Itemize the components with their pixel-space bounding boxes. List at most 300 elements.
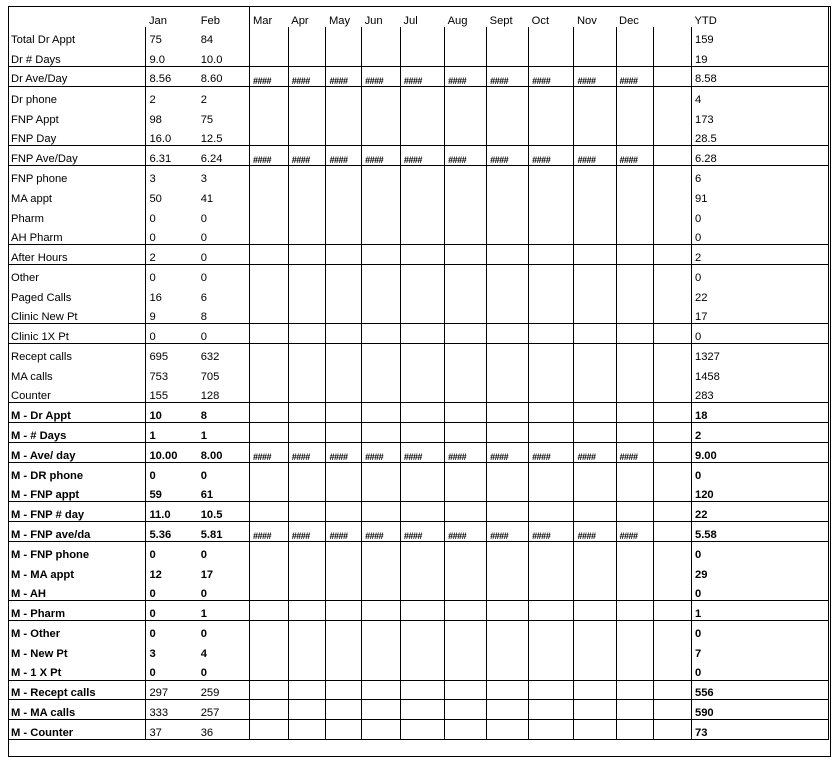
jan-value: 75 (149, 34, 162, 47)
spacer-cell (654, 47, 692, 67)
jul-value (400, 245, 444, 265)
feb-value: 259 (198, 680, 250, 700)
mar-value (249, 482, 288, 502)
spacer-cell (654, 27, 692, 47)
sept-value (487, 264, 529, 284)
feb-value: 0 (198, 205, 250, 225)
jun-value (362, 344, 401, 364)
table-row (9, 106, 829, 126)
table-row (9, 482, 829, 502)
feb-value: 8.00 (198, 443, 250, 463)
aug-value (445, 621, 487, 641)
header-row (9, 7, 829, 27)
nov-value (574, 264, 616, 284)
spacer-cell (654, 443, 692, 463)
feb-value: 5.81 (198, 522, 250, 542)
dec-value (616, 165, 654, 185)
apr-value (288, 284, 326, 304)
mar-value (249, 561, 288, 581)
may-value (326, 304, 362, 324)
ytd-value: 0 (691, 621, 828, 641)
nov-value (574, 225, 616, 245)
table-row (9, 205, 829, 225)
dec-value (616, 561, 654, 581)
may-value (326, 284, 362, 304)
row-label: M - Counter (9, 720, 146, 740)
row-label: Clinic 1X Pt (9, 324, 146, 344)
table-row (9, 720, 829, 740)
jul-value (400, 106, 444, 126)
feb-value: 6.24 (198, 146, 250, 166)
row-label: FNP phone (9, 165, 146, 185)
sept-value (487, 502, 529, 522)
mar-value: #### (249, 146, 288, 166)
dec-value (616, 462, 654, 482)
aug-value (445, 304, 487, 324)
jul-value (400, 363, 444, 383)
dec-value (616, 601, 654, 621)
jun-value (362, 304, 401, 324)
table-row (9, 245, 829, 265)
row-label: Clinic New Pt (9, 304, 146, 324)
feb-value: 0 (198, 324, 250, 344)
sept-value (487, 700, 529, 720)
ytd-value: 73 (691, 720, 828, 740)
jun-value (362, 680, 401, 700)
may-value (326, 660, 362, 680)
feb-value: 0 (198, 245, 250, 265)
oct-value (529, 700, 574, 720)
sept-value (487, 423, 529, 443)
nov-value (574, 324, 616, 344)
jul-value (400, 561, 444, 581)
ytd-value: 9.00 (691, 443, 828, 463)
spacer-cell (654, 522, 692, 542)
nov-value: #### (574, 522, 616, 542)
row-label: M - DR phone (9, 462, 146, 482)
jan-value: 2 (146, 86, 198, 106)
may-value: #### (326, 66, 362, 86)
ytd-value: 7 (691, 641, 828, 661)
ytd-value: 0 (691, 264, 828, 284)
may-value (326, 542, 362, 562)
row-label: M - FNP phone (9, 542, 146, 562)
spacer-cell (654, 245, 692, 265)
row-label: M - FNP appt (9, 482, 146, 502)
table-row (9, 403, 829, 423)
ytd-value: 17 (691, 304, 828, 324)
row-label: M - Other (9, 621, 146, 641)
apr-value (288, 245, 326, 265)
dec-value (616, 47, 654, 67)
aug-value (445, 720, 487, 740)
dec-value (616, 720, 654, 740)
may-value (326, 205, 362, 225)
header-sept: Sept (489, 14, 513, 27)
aug-value (445, 482, 487, 502)
sept-value: #### (487, 146, 529, 166)
ytd-value: 8.58 (691, 66, 828, 86)
mar-value (249, 47, 288, 67)
jul-value (400, 27, 444, 47)
dec-value: #### (616, 522, 654, 542)
header-jul: Jul (403, 14, 418, 27)
jul-value (400, 165, 444, 185)
apr-value (288, 304, 326, 324)
oct-value (529, 660, 574, 680)
may-value (326, 700, 362, 720)
apr-value (288, 700, 326, 720)
jun-value (362, 27, 401, 47)
aug-value: #### (445, 522, 487, 542)
dec-value (616, 641, 654, 661)
dec-value (616, 482, 654, 502)
dec-value (616, 205, 654, 225)
nov-value (574, 660, 616, 680)
feb-value: 36 (198, 720, 250, 740)
mar-value (249, 86, 288, 106)
jul-value (400, 700, 444, 720)
sept-value (487, 660, 529, 680)
mar-value: #### (249, 66, 288, 86)
sept-value (487, 403, 529, 423)
table-row (9, 680, 829, 700)
row-label: M - FNP # day (9, 502, 146, 522)
ytd-value: 22 (691, 502, 828, 522)
apr-value (288, 363, 326, 383)
ytd-value: 1458 (691, 363, 828, 383)
nov-value: #### (574, 146, 616, 166)
nov-value (574, 561, 616, 581)
jun-value (362, 205, 401, 225)
aug-value (445, 561, 487, 581)
nov-value (574, 284, 616, 304)
mar-value (249, 581, 288, 601)
jun-value (362, 482, 401, 502)
apr-value: #### (288, 146, 326, 166)
sept-value (487, 383, 529, 403)
may-value (326, 482, 362, 502)
jun-value: #### (362, 146, 401, 166)
ytd-value: 5.58 (691, 522, 828, 542)
dec-value (616, 324, 654, 344)
feb-value: 0 (198, 621, 250, 641)
sept-value: #### (487, 443, 529, 463)
nov-value (574, 363, 616, 383)
sept-value (487, 225, 529, 245)
header-ytd: YTD (691, 7, 828, 27)
nov-value: #### (574, 66, 616, 86)
feb-value: 8.60 (198, 66, 250, 86)
feb-value: 17 (198, 561, 250, 581)
may-value (326, 720, 362, 740)
aug-value: #### (445, 146, 487, 166)
sept-value (487, 621, 529, 641)
row-label: MA appt (9, 185, 146, 205)
mar-value (249, 225, 288, 245)
dec-value (616, 86, 654, 106)
dec-value (616, 542, 654, 562)
jun-value (362, 660, 401, 680)
sept-value (487, 106, 529, 126)
table-row (9, 660, 829, 680)
sept-value (487, 304, 529, 324)
jan-value: 6.31 (146, 146, 198, 166)
oct-value (529, 363, 574, 383)
mar-value (249, 720, 288, 740)
dec-value (616, 660, 654, 680)
dec-value (616, 185, 654, 205)
row-label: Total Dr Appt (9, 27, 146, 47)
sept-value (487, 185, 529, 205)
jun-value (362, 601, 401, 621)
may-value (326, 324, 362, 344)
nov-value (574, 126, 616, 146)
feb-value: 0 (198, 581, 250, 601)
mar-value (249, 383, 288, 403)
ytd-value: 29 (691, 561, 828, 581)
jul-value (400, 601, 444, 621)
dec-value: #### (616, 443, 654, 463)
sept-value (487, 482, 529, 502)
nov-value (574, 621, 616, 641)
mar-value (249, 403, 288, 423)
jun-value (362, 126, 401, 146)
monthly-stats-table (9, 7, 829, 740)
nov-value (574, 106, 616, 126)
oct-value (529, 462, 574, 482)
row-label: FNP Ave/Day (9, 146, 146, 166)
jun-value (362, 47, 401, 67)
spacer-cell (654, 542, 692, 562)
oct-value (529, 561, 574, 581)
jan-value: 10.00 (146, 443, 198, 463)
header-may: May (328, 14, 351, 27)
header-spacer (654, 7, 692, 27)
feb-value: 84 (198, 27, 250, 47)
table-row (9, 581, 829, 601)
jun-value (362, 383, 401, 403)
oct-value: #### (529, 522, 574, 542)
may-value (326, 185, 362, 205)
table-row (9, 700, 829, 720)
aug-value (445, 47, 487, 67)
jul-value (400, 284, 444, 304)
ytd-value: 18 (691, 403, 828, 423)
may-value (326, 423, 362, 443)
may-value (326, 225, 362, 245)
sept-value (487, 324, 529, 344)
jul-value (400, 462, 444, 482)
jun-value (362, 502, 401, 522)
jan-value: 333 (146, 700, 198, 720)
header-aug: Aug (447, 14, 468, 27)
may-value (326, 264, 362, 284)
mar-value (249, 106, 288, 126)
apr-value (288, 581, 326, 601)
apr-value (288, 47, 326, 67)
table-row (9, 363, 829, 383)
sept-value (487, 601, 529, 621)
ytd-value: 6 (691, 165, 828, 185)
oct-value (529, 126, 574, 146)
jul-value (400, 660, 444, 680)
jun-value (362, 581, 401, 601)
jan-value: 50 (149, 192, 162, 205)
dec-value (616, 245, 654, 265)
may-value (326, 383, 362, 403)
dec-value (616, 126, 654, 146)
mar-value (249, 245, 288, 265)
aug-value (445, 86, 487, 106)
jul-value: #### (400, 443, 444, 463)
ytd-value: 2 (691, 245, 828, 265)
jun-value (362, 720, 401, 740)
spacer-cell (654, 641, 692, 661)
row-label: M - Recept calls (9, 680, 146, 700)
nov-value (574, 185, 616, 205)
spacer-cell (654, 126, 692, 146)
ytd-value: 91 (691, 185, 828, 205)
apr-value (288, 106, 326, 126)
header-nov: Nov (576, 14, 597, 27)
ytd-value: 19 (691, 47, 828, 67)
jul-value (400, 482, 444, 502)
ytd-value: 1 (691, 601, 828, 621)
nov-value (574, 47, 616, 67)
oct-value (529, 601, 574, 621)
jul-value: #### (400, 522, 444, 542)
oct-value (529, 86, 574, 106)
jun-value (362, 86, 401, 106)
mar-value (249, 27, 288, 47)
sept-value (487, 462, 529, 482)
dec-value: #### (616, 66, 654, 86)
mar-value (249, 324, 288, 344)
row-label: FNP Day (9, 126, 146, 146)
nov-value (574, 601, 616, 621)
spacer-cell (654, 146, 692, 166)
nov-value (574, 700, 616, 720)
may-value (326, 47, 362, 67)
table-row (9, 561, 829, 581)
mar-value (249, 264, 288, 284)
jan-value: 0 (149, 667, 156, 680)
header-apr: Apr (291, 14, 309, 27)
apr-value (288, 660, 326, 680)
aug-value (445, 106, 487, 126)
feb-value: 705 (198, 363, 250, 383)
dec-value (616, 502, 654, 522)
table-row (9, 86, 829, 106)
row-label: M - FNP ave/da (9, 522, 146, 542)
header-feb: Feb (198, 7, 250, 27)
jul-value (400, 383, 444, 403)
dec-value: #### (616, 146, 654, 166)
table-row (9, 264, 829, 284)
jun-value (362, 641, 401, 661)
aug-value: #### (445, 66, 487, 86)
oct-value (529, 304, 574, 324)
jul-value (400, 542, 444, 562)
oct-value (529, 720, 574, 740)
nov-value (574, 27, 616, 47)
row-label: M - MA calls (9, 700, 146, 720)
table-row (9, 601, 829, 621)
jul-value (400, 126, 444, 146)
spacer-cell (654, 363, 692, 383)
sept-value: #### (487, 66, 529, 86)
row-label: M - AH (9, 581, 146, 601)
dec-value (616, 344, 654, 364)
table-row (9, 27, 829, 47)
row-label: AH Pharm (9, 225, 146, 245)
aug-value (445, 165, 487, 185)
jul-value (400, 304, 444, 324)
feb-value: 41 (198, 185, 250, 205)
table-row (9, 185, 829, 205)
feb-value: 0 (198, 225, 250, 245)
ytd-value: 283 (691, 383, 828, 403)
spacer-cell (654, 165, 692, 185)
jun-value (362, 264, 401, 284)
row-label: FNP Appt (9, 106, 146, 126)
row-label: MA calls (9, 363, 146, 383)
jul-value (400, 621, 444, 641)
aug-value (445, 324, 487, 344)
sept-value (487, 344, 529, 364)
feb-value: 3 (198, 165, 250, 185)
row-label: After Hours (9, 245, 146, 265)
sept-value (487, 205, 529, 225)
spacer-cell (654, 344, 692, 364)
apr-value (288, 621, 326, 641)
spacer-cell (654, 304, 692, 324)
row-label: Other (9, 264, 146, 284)
table-row (9, 225, 829, 245)
spacer-cell (654, 106, 692, 126)
row-label: M - New Pt (9, 641, 146, 661)
apr-value (288, 641, 326, 661)
may-value (326, 106, 362, 126)
jan-value: 98 (149, 113, 162, 126)
sept-value (487, 680, 529, 700)
mar-value (249, 641, 288, 661)
may-value (326, 641, 362, 661)
oct-value (529, 680, 574, 700)
nov-value: #### (574, 443, 616, 463)
table-row (9, 423, 829, 443)
sept-value (487, 581, 529, 601)
spacer-cell (654, 264, 692, 284)
feb-value: 0 (198, 660, 250, 680)
table-row (9, 324, 829, 344)
nov-value (574, 680, 616, 700)
feb-value: 1 (198, 423, 250, 443)
apr-value (288, 86, 326, 106)
feb-value: 12.5 (198, 126, 250, 146)
table-row (9, 502, 829, 522)
table-row (9, 522, 829, 542)
jan-value: 0 (149, 588, 156, 601)
jun-value (362, 363, 401, 383)
table-row (9, 443, 829, 463)
jul-value (400, 264, 444, 284)
oct-value (529, 284, 574, 304)
spacer-cell (654, 601, 692, 621)
feb-value: 128 (198, 383, 250, 403)
mar-value (249, 542, 288, 562)
